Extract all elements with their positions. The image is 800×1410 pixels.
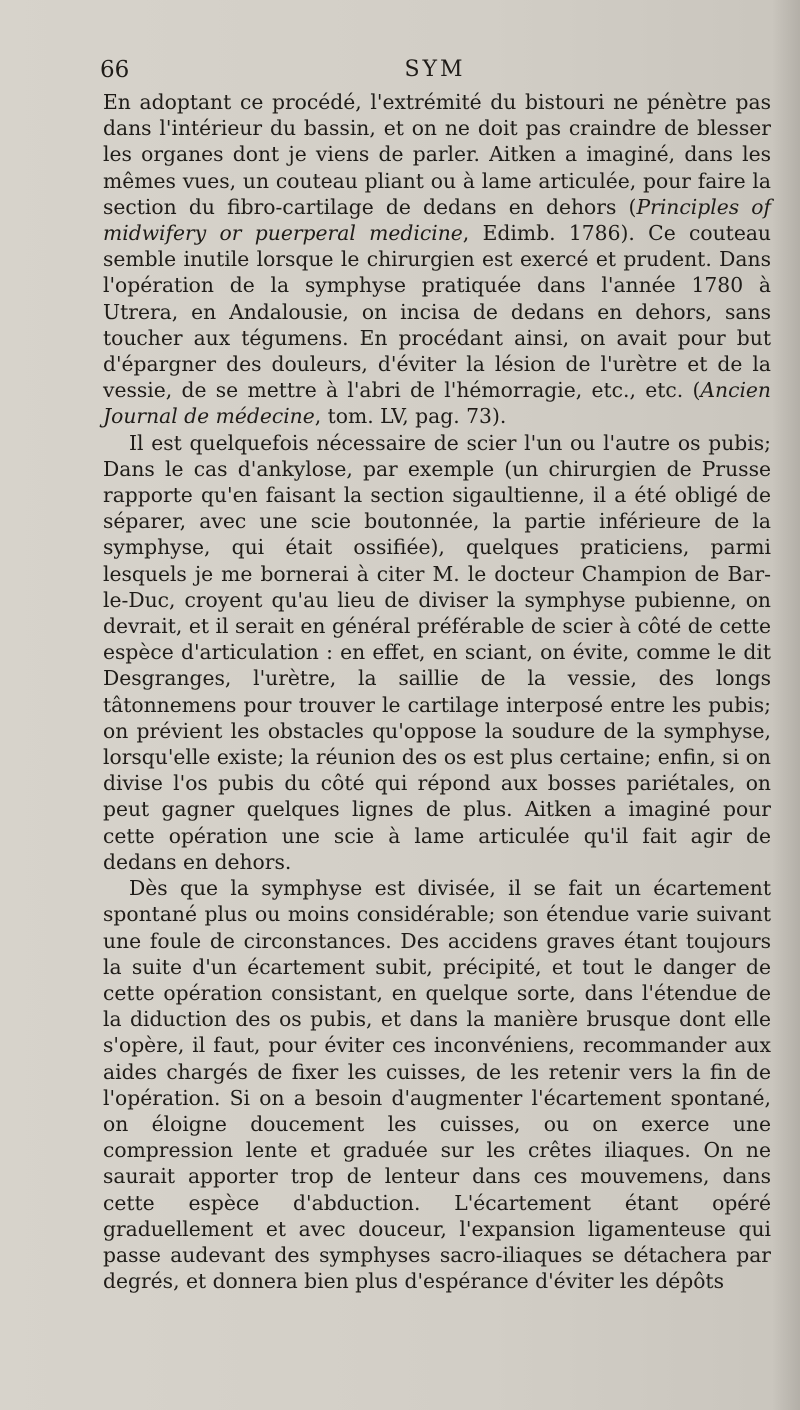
text-run: , Edimb. 1786). Ce couteau semble inutile lorsque le chirurgien est exercé et prudent. Dans l'opération de la symphyse pratiquée dans l'année 1780 à Utrera, en Andalousie, on incisa de dedans en dehors, sans toucher aux tégumens. En procédant ainsi, on avait pour but d'épargner des douleurs, d'éviter la lésion de l'urètre et de la vessie, de se mettre à l'abri de l'hémorragie, etc., etc. ( (103, 221, 771, 403)
body-text (103, 89, 771, 1294)
page-number: 66 (100, 57, 130, 83)
page-header (100, 57, 770, 87)
book-title-citation: Principles of midwifery or puerperal medicine (103, 194, 771, 246)
running-head: SYM (404, 57, 466, 82)
text-run: Il est quelquefois nécessaire de scier l'un ou l'autre os pubis; Dans le cas d'ankylose, par exemple (un chirurgien de Prusse rapporte qu'en faisant la section sigaultienne, il a été obligé de séparer, avec une scie boutonnée, la partie inférieure de la symphyse, qui était ossifiée), quelques praticiens, parmi lesquels je me bornerai à citer M. le docteur Champion de Bar-le-Duc, croyent qu'au lieu de diviser la symphyse pubienne, on devrait, et il serait en général préférable de scier à côté de cette espèce d'articulation : en effet, en sciant, on évite, comme le dit Desgranges, l'urètre, la saillie de la vessie, des longs tâtonnemens pour trouver le cartilage interposé entre les pubis; on prévient les obstacles qu'oppose la soudure de la symphyse, lorsqu'elle existe; la réunion des os est plus certaine; enfin, si on divise l'os pubis du côté qui répond aux bosses pariétales, on peut gagner quelques lignes de plus. Aitken a imaginé pour cette opération une scie à lame articulée qu'il fait agir de dedans en dehors. (103, 430, 771, 874)
paragraph-2 (103, 430, 771, 875)
paragraph-3 (103, 875, 771, 1294)
journal-title-citation: Ancien Journal de médecine (103, 378, 771, 429)
paragraph-1 (103, 89, 771, 430)
text-run: Dès que la symphyse est divisée, il se fait un écartement spontané plus ou moins considérable; son étendue varie suivant une foule de circonstances. Des accidens graves étant toujours la suite d'un écartement subit, précipité, et tout le danger de cette opération consistant, en quelque sorte, dans l'étendue de la diduction des os pubis, et dans la manière brusque dont elle s'opère, il faut, pour éviter ces inconvéniens, recommander aux aides chargés de fixer les cuisses, de les retenir vers la fin de l'opération. Si on a besoin d'augmenter l'écartement spontané, on éloigne doucement les cuisses, ou on exerce une compression lente et graduée sur les crêtes iliaques. On ne saurait apporter trop de lenteur dans ces mouvemens, dans cette espèce d'abduction. L'écartement étant opéré graduellement et avec douceur, l'expansion ligamenteuse qui passe audevant des symphyses sacro-iliaques se détachera par degrés, et donnera bien plus d'espérance d'éviter les dépôts (103, 876, 771, 1294)
text-run: En adoptant ce procédé, l'extrémité du bistouri ne pénètre pas dans l'intérieur du bassin, et on ne doit pas craindre de blesser les organes dont je viens de parler. Aitken a imaginé, dans les mêmes vues, un couteau pliant ou à lame articulée, pour faire la section du fibro-cartilage de dedans en dehors ( (103, 90, 771, 219)
text-run: , tom. LV, pag. 73). (314, 404, 507, 429)
